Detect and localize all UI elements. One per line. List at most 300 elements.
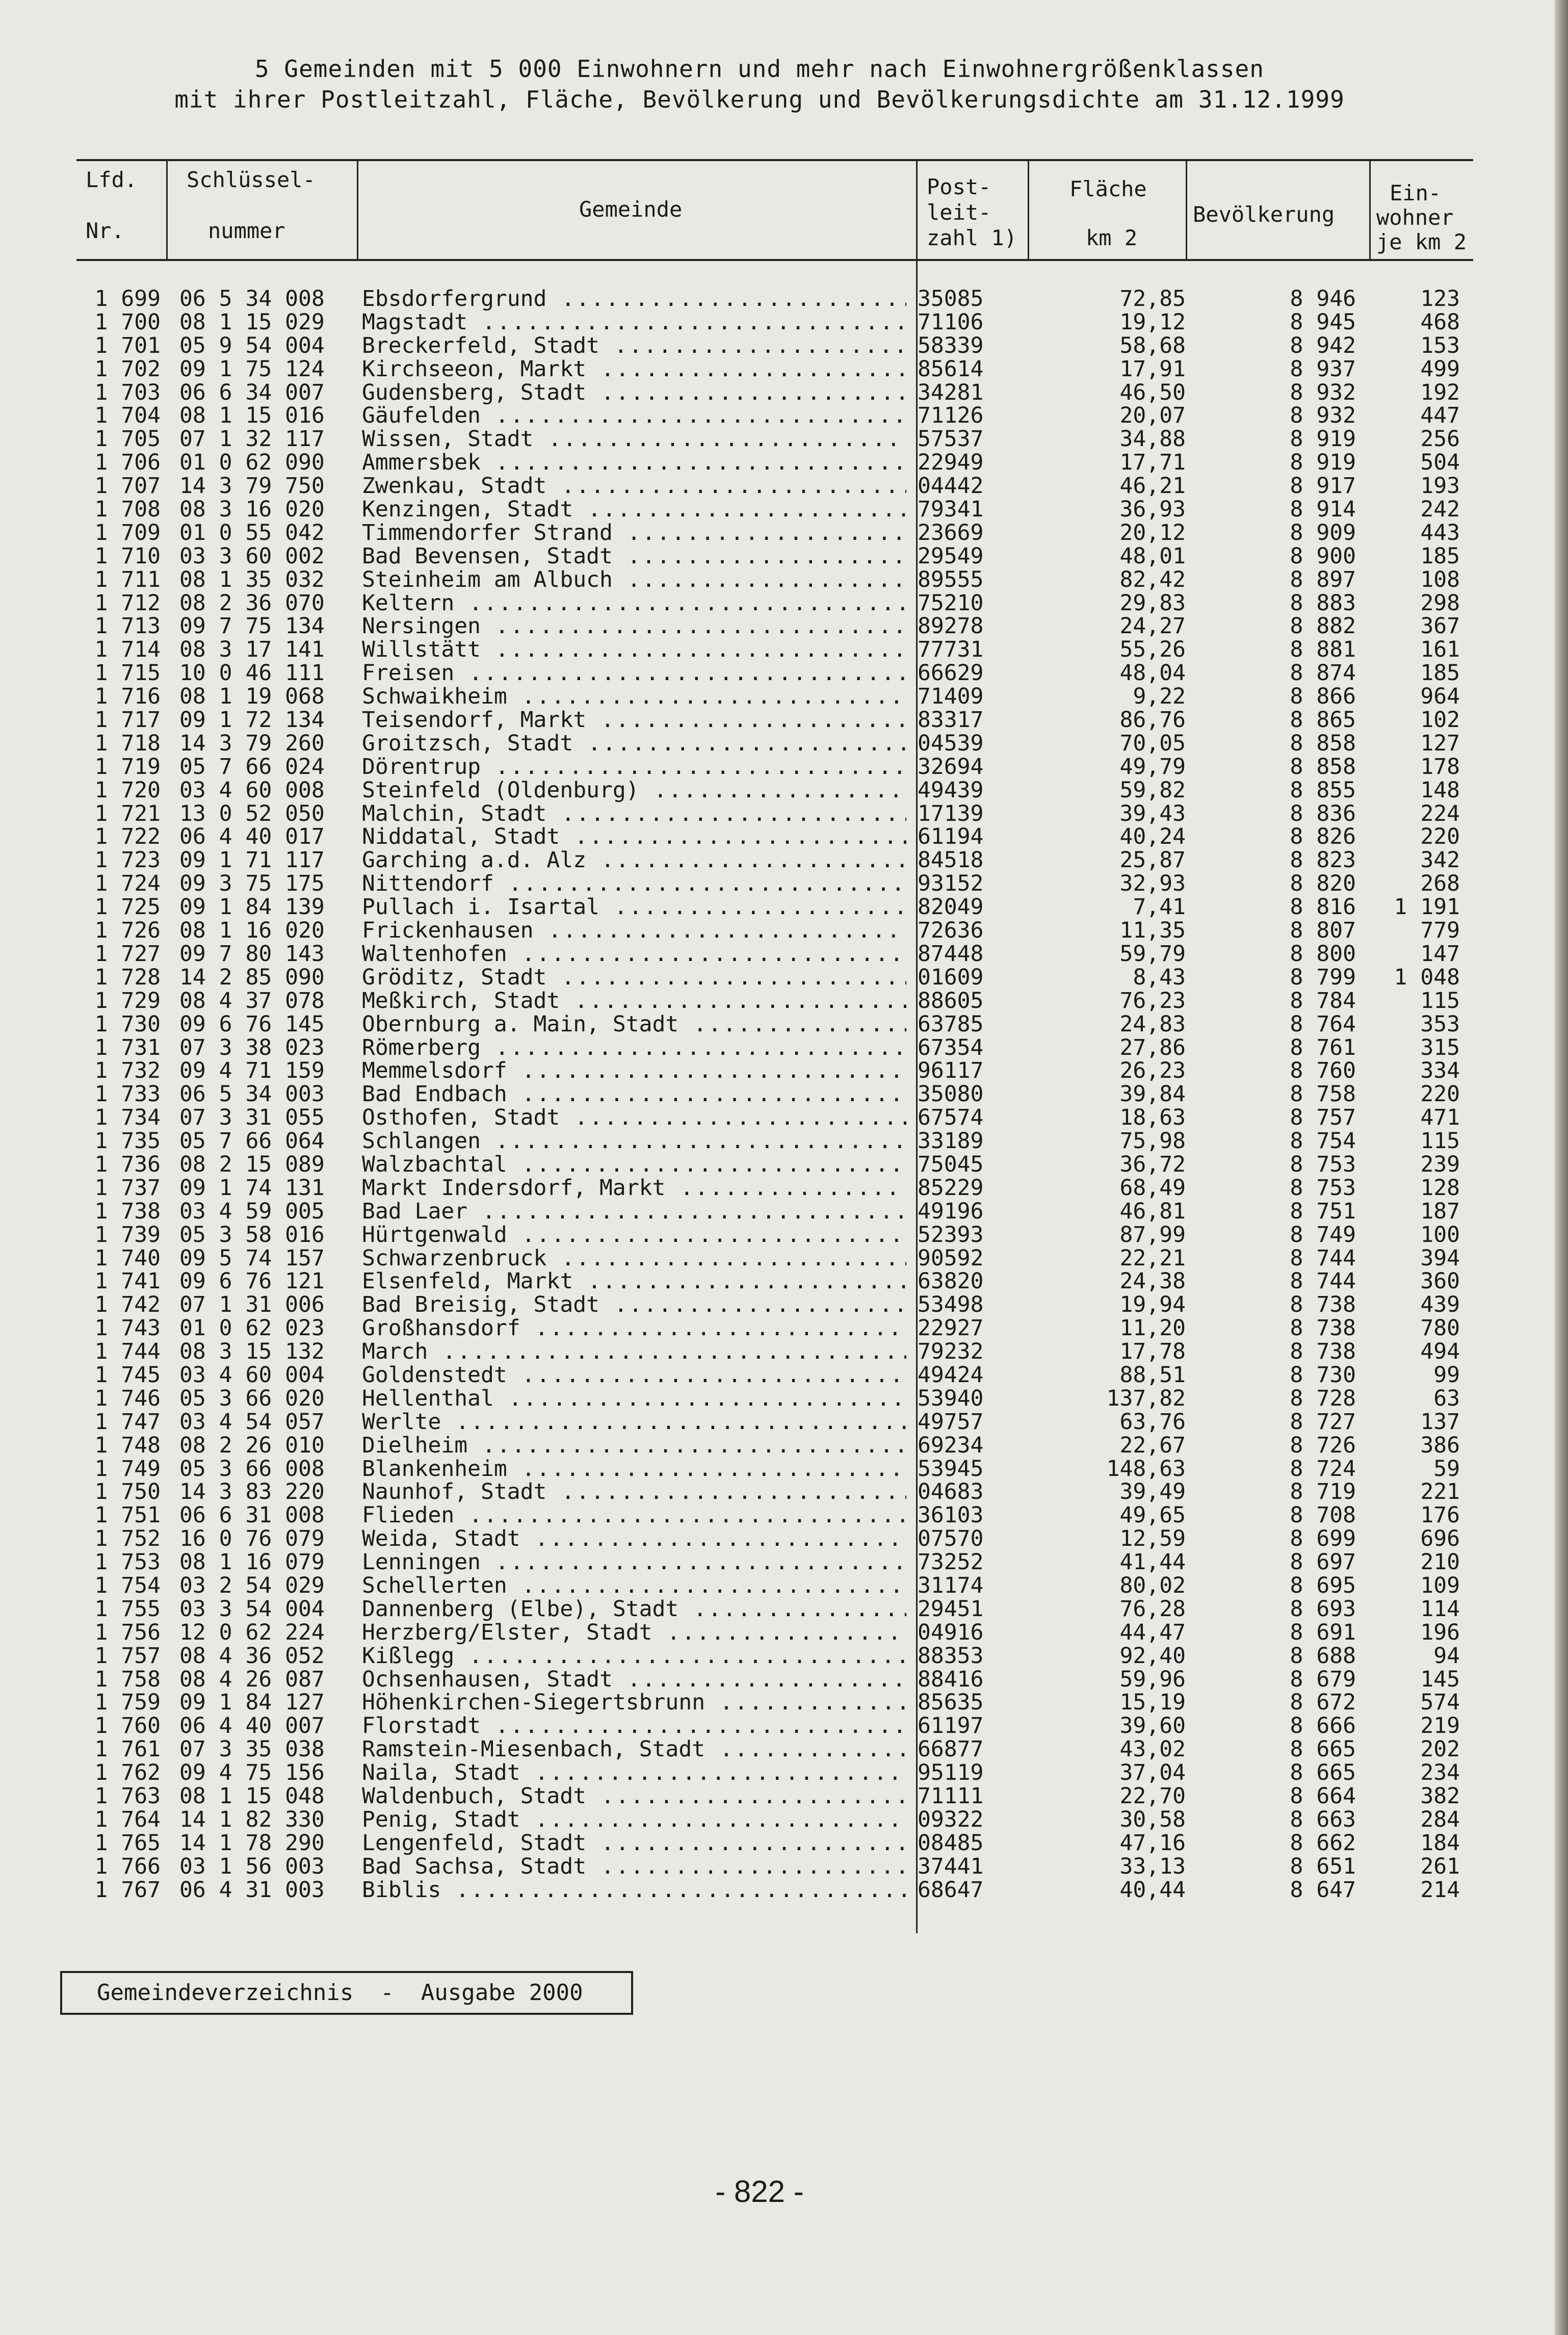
row-key-number: 16 0 76 079 — [179, 1526, 325, 1552]
row-number: 1 767 — [94, 1877, 161, 1903]
row-municipality-name: Ramstein-Miesenbach, Stadt ..... — [362, 1738, 906, 1761]
row-number: 1 749 — [94, 1456, 161, 1482]
row-number: 1 741 — [94, 1268, 161, 1294]
table-row — [0, 802, 1529, 826]
row-area: 22,70 — [1119, 1783, 1186, 1809]
table-row — [0, 1247, 1529, 1270]
row-postal-code: 31174 — [918, 1572, 984, 1598]
row-population: 8 738 — [1290, 1339, 1356, 1365]
row-number: 1 730 — [94, 1011, 161, 1037]
row-density: 202 — [1420, 1736, 1460, 1762]
row-population: 8 662 — [1290, 1830, 1356, 1856]
row-number: 1 735 — [94, 1128, 161, 1154]
row-key-number: 09 7 75 134 — [179, 613, 325, 639]
row-density: 123 — [1420, 286, 1460, 312]
row-area: 40,44 — [1119, 1877, 1186, 1903]
table-row — [0, 1738, 1529, 1761]
row-number: 1 733 — [94, 1081, 161, 1107]
table-row — [0, 849, 1529, 872]
table-row — [0, 732, 1529, 756]
row-postal-code: 69234 — [918, 1432, 984, 1458]
row-number: 1 757 — [94, 1643, 161, 1669]
row-density: 494 — [1420, 1339, 1460, 1365]
row-area: 36,72 — [1119, 1151, 1186, 1177]
row-density: 284 — [1420, 1806, 1460, 1832]
row-key-number: 08 1 19 068 — [179, 684, 325, 710]
row-municipality-name: Goldenstedt ..... — [362, 1364, 906, 1387]
row-density: 382 — [1420, 1783, 1460, 1809]
table-row — [0, 1808, 1529, 1832]
row-municipality-name: Flieden ..... — [362, 1504, 906, 1527]
row-number: 1 699 — [94, 286, 161, 312]
row-number: 1 729 — [94, 988, 161, 1014]
row-density: 242 — [1420, 497, 1460, 523]
row-population: 8 945 — [1290, 309, 1356, 335]
row-area: 24,83 — [1119, 1011, 1186, 1037]
row-municipality-name: Gröditz, Stadt ..... — [362, 966, 906, 990]
table-row — [0, 358, 1529, 381]
row-number: 1 732 — [94, 1058, 161, 1084]
row-population: 8 917 — [1290, 473, 1356, 499]
row-postal-code: 07570 — [918, 1526, 984, 1552]
row-municipality-name: Steinfeld (Oldenburg) ..... — [362, 779, 906, 802]
row-number: 1 713 — [94, 613, 161, 639]
table-row — [0, 779, 1529, 802]
row-population: 8 919 — [1290, 426, 1356, 452]
row-key-number: 01 0 62 090 — [179, 450, 325, 476]
row-number: 1 728 — [94, 964, 161, 990]
row-population: 8 882 — [1290, 613, 1356, 639]
row-municipality-name: Groitzsch, Stadt ..... — [362, 732, 906, 756]
row-density: 102 — [1420, 707, 1460, 733]
row-area: 20,12 — [1119, 520, 1186, 546]
row-municipality-name: Bad Bevensen, Stadt ..... — [362, 545, 906, 568]
row-municipality-name: Breckerfeld, Stadt ..... — [362, 334, 906, 358]
row-density: 499 — [1420, 356, 1460, 382]
row-population: 8 855 — [1290, 777, 1356, 803]
header-postleitzahl-3: zahl 1) — [927, 225, 1017, 250]
row-density: 178 — [1420, 754, 1460, 780]
row-area: 8,43 — [1133, 964, 1186, 990]
row-area: 92,40 — [1119, 1643, 1186, 1669]
row-area: 43,02 — [1119, 1736, 1186, 1762]
row-key-number: 08 3 16 020 — [179, 497, 325, 523]
row-key-number: 09 1 71 117 — [179, 847, 325, 873]
row-population: 8 672 — [1290, 1690, 1356, 1716]
table-row — [0, 990, 1529, 1013]
row-area: 49,65 — [1119, 1502, 1186, 1528]
row-postal-code: 82049 — [918, 894, 984, 920]
row-postal-code: 23669 — [918, 520, 984, 546]
row-key-number: 06 5 34 003 — [179, 1081, 325, 1107]
row-municipality-name: Biblis ..... — [362, 1879, 906, 1902]
table-row — [0, 311, 1529, 334]
row-area: 58,68 — [1119, 332, 1186, 358]
header-flaeche-unit: km 2 — [1086, 225, 1138, 250]
row-key-number: 03 4 59 005 — [179, 1198, 325, 1224]
row-municipality-name: Naunhof, Stadt ..... — [362, 1481, 906, 1504]
table-row — [0, 685, 1529, 709]
row-area: 46,21 — [1119, 473, 1186, 499]
row-density: 574 — [1420, 1690, 1460, 1716]
row-key-number: 05 3 58 016 — [179, 1222, 325, 1248]
row-postal-code: 53945 — [918, 1456, 984, 1482]
row-key-number: 06 4 40 017 — [179, 824, 325, 850]
row-density: 471 — [1420, 1105, 1460, 1131]
table-row — [0, 1106, 1529, 1130]
row-key-number: 07 3 35 038 — [179, 1736, 325, 1762]
row-area: 17,91 — [1119, 356, 1186, 382]
row-density: 315 — [1420, 1034, 1460, 1060]
row-density: 185 — [1420, 660, 1460, 686]
row-postal-code: 83317 — [918, 707, 984, 733]
header-nummer: nummer — [208, 218, 285, 243]
table-row — [0, 1293, 1529, 1317]
table-row — [0, 1832, 1529, 1855]
row-key-number: 03 4 60 008 — [179, 777, 325, 803]
row-number: 1 709 — [94, 520, 161, 546]
row-population: 8 691 — [1290, 1619, 1356, 1645]
row-key-number: 03 4 60 004 — [179, 1362, 325, 1388]
row-municipality-name: Elsenfeld, Markt ..... — [362, 1270, 906, 1293]
header-einwohner-3: je km 2 — [1376, 229, 1467, 254]
table-row — [0, 756, 1529, 779]
row-postal-code: 49196 — [918, 1198, 984, 1224]
row-area: 24,27 — [1119, 613, 1186, 639]
table-row — [0, 709, 1529, 732]
row-population: 8 665 — [1290, 1760, 1356, 1786]
row-key-number: 08 1 15 048 — [179, 1783, 325, 1809]
row-municipality-name: Weida, Stadt ..... — [362, 1527, 906, 1551]
row-municipality-name: Penig, Stadt ..... — [362, 1808, 906, 1832]
table-row — [0, 615, 1529, 638]
row-area: 63,76 — [1119, 1409, 1186, 1435]
table-row — [0, 1645, 1529, 1668]
table-row — [0, 825, 1529, 849]
row-density: 109 — [1420, 1572, 1460, 1598]
table-row — [0, 1551, 1529, 1574]
row-number: 1 720 — [94, 777, 161, 803]
table-row — [0, 1317, 1529, 1340]
row-postal-code: 67574 — [918, 1105, 984, 1131]
row-key-number: 09 1 72 134 — [179, 707, 325, 733]
row-area: 22,67 — [1119, 1432, 1186, 1458]
row-population: 8 799 — [1290, 964, 1356, 990]
row-postal-code: 75045 — [918, 1151, 984, 1177]
row-population: 8 897 — [1290, 566, 1356, 592]
page-number: - 822 - — [715, 2174, 804, 2209]
row-key-number: 08 1 15 016 — [179, 403, 325, 429]
row-population: 8 738 — [1290, 1315, 1356, 1341]
table-row — [0, 872, 1529, 896]
row-municipality-name: Waltenhofen ..... — [362, 943, 906, 966]
row-key-number: 08 2 15 089 — [179, 1151, 325, 1177]
header-schluessel: Schlüssel- — [187, 167, 316, 192]
row-population: 8 751 — [1290, 1198, 1356, 1224]
row-population: 8 858 — [1290, 754, 1356, 780]
row-population: 8 919 — [1290, 450, 1356, 476]
row-postal-code: 33189 — [918, 1128, 984, 1154]
row-municipality-name: Ochsenhausen, Stadt ..... — [362, 1668, 906, 1692]
row-key-number: 14 1 82 330 — [179, 1806, 325, 1832]
row-number: 1 766 — [94, 1853, 161, 1879]
row-number: 1 764 — [94, 1806, 161, 1832]
row-population: 8 699 — [1290, 1526, 1356, 1552]
row-population: 8 744 — [1290, 1268, 1356, 1294]
row-density: 193 — [1420, 473, 1460, 499]
row-postal-code: 57537 — [918, 426, 984, 452]
row-postal-code: 49439 — [918, 777, 984, 803]
row-population: 8 727 — [1290, 1409, 1356, 1435]
row-key-number: 09 1 84 127 — [179, 1690, 325, 1716]
row-key-number: 14 3 79 260 — [179, 730, 325, 756]
row-municipality-name: Hürtgenwald ..... — [362, 1224, 906, 1247]
row-area: 26,23 — [1119, 1058, 1186, 1084]
row-postal-code: 53498 — [918, 1292, 984, 1318]
row-postal-code: 88605 — [918, 988, 984, 1014]
row-population: 8 914 — [1290, 497, 1356, 523]
page-title-line-1: 5 Gemeinden mit 5 000 Einwohnern und mehr nach Einwohnergrößenklassen — [255, 55, 1264, 83]
row-key-number: 08 4 26 087 — [179, 1666, 325, 1692]
row-density: 192 — [1420, 379, 1460, 405]
row-population: 8 900 — [1290, 543, 1356, 569]
row-area: 19,94 — [1119, 1292, 1186, 1318]
table-row — [0, 1434, 1529, 1458]
row-number: 1 731 — [94, 1034, 161, 1060]
row-population: 8 946 — [1290, 286, 1356, 312]
table-row — [0, 1083, 1529, 1106]
row-number: 1 765 — [94, 1830, 161, 1856]
table-row — [0, 1387, 1529, 1411]
row-population: 8 730 — [1290, 1362, 1356, 1388]
table-row — [0, 1715, 1529, 1738]
header-einwohner-2: wohner — [1376, 205, 1454, 230]
row-postal-code: 49424 — [918, 1362, 984, 1388]
header-nr: Nr. — [86, 218, 124, 243]
page-title-line-2: mit ihrer Postleitzahl, Fläche, Bevölkerung und Bevölkerungsdichte am 31.12.1999 — [174, 86, 1345, 113]
row-municipality-name: Timmendorfer Strand ..... — [362, 522, 906, 545]
row-municipality-name: Garching a.d. Alz ..... — [362, 849, 906, 872]
row-population: 8 823 — [1290, 847, 1356, 873]
row-postal-code: 36103 — [918, 1502, 984, 1528]
row-municipality-name: Nersingen ..... — [362, 615, 906, 638]
table-row — [0, 404, 1529, 428]
table-row — [0, 1761, 1529, 1785]
row-municipality-name: Lengenfeld, Stadt ..... — [362, 1832, 906, 1855]
row-area: 11,20 — [1119, 1315, 1186, 1341]
table-row — [0, 1481, 1529, 1504]
row-number: 1 710 — [94, 543, 161, 569]
row-number: 1 714 — [94, 637, 161, 663]
row-postal-code: 71111 — [918, 1783, 984, 1809]
row-density: 239 — [1420, 1151, 1460, 1177]
row-density: 780 — [1420, 1315, 1460, 1341]
row-density: 224 — [1420, 800, 1460, 826]
row-postal-code: 61197 — [918, 1713, 984, 1739]
row-number: 1 753 — [94, 1549, 161, 1575]
row-postal-code: 67354 — [918, 1034, 984, 1060]
row-municipality-name: Dielheim ..... — [362, 1434, 906, 1458]
row-postal-code: 29549 — [918, 543, 984, 569]
table-row — [0, 334, 1529, 358]
row-density: 128 — [1420, 1175, 1460, 1201]
table-row — [0, 966, 1529, 990]
header-postleitzahl-1: Post- — [927, 174, 991, 199]
row-postal-code: 72636 — [918, 918, 984, 944]
table-row — [0, 428, 1529, 451]
row-number: 1 751 — [94, 1502, 161, 1528]
row-number: 1 750 — [94, 1479, 161, 1505]
row-number: 1 715 — [94, 660, 161, 686]
row-area: 32,93 — [1119, 871, 1186, 897]
header-divider-5 — [1186, 159, 1187, 259]
row-postal-code: 95119 — [918, 1760, 984, 1786]
row-key-number: 05 7 66 024 — [179, 754, 325, 780]
row-area: 41,44 — [1119, 1549, 1186, 1575]
row-key-number: 08 1 15 029 — [179, 309, 325, 335]
row-key-number: 01 0 62 023 — [179, 1315, 325, 1341]
row-number: 1 747 — [94, 1409, 161, 1435]
row-area: 39,43 — [1119, 800, 1186, 826]
row-number: 1 754 — [94, 1572, 161, 1598]
row-population: 8 665 — [1290, 1736, 1356, 1762]
row-number: 1 738 — [94, 1198, 161, 1224]
row-municipality-name: Bad Breisig, Stadt ..... — [362, 1293, 906, 1317]
row-population: 8 820 — [1290, 871, 1356, 897]
row-municipality-name: Memmelsdorf ..... — [362, 1059, 906, 1083]
row-municipality-name: Blankenheim ..... — [362, 1458, 906, 1481]
row-number: 1 719 — [94, 754, 161, 780]
row-area: 70,05 — [1119, 730, 1186, 756]
row-number: 1 759 — [94, 1690, 161, 1716]
row-population: 8 744 — [1290, 1245, 1356, 1271]
table-row — [0, 1598, 1529, 1621]
row-density: 221 — [1420, 1479, 1460, 1505]
row-municipality-name: Höhenkirchen-Siegertsbrunn ..... — [362, 1691, 906, 1715]
row-density: 148 — [1420, 777, 1460, 803]
row-postal-code: 01609 — [918, 964, 984, 990]
row-density: 394 — [1420, 1245, 1460, 1271]
table-row — [0, 638, 1529, 662]
row-key-number: 14 2 85 090 — [179, 964, 325, 990]
row-area: 20,07 — [1119, 403, 1186, 429]
row-key-number: 06 6 31 008 — [179, 1502, 325, 1528]
row-number: 1 717 — [94, 707, 161, 733]
row-key-number: 08 2 36 070 — [179, 590, 325, 616]
row-area: 7,41 — [1133, 894, 1186, 920]
row-population: 8 753 — [1290, 1151, 1356, 1177]
row-number: 1 702 — [94, 356, 161, 382]
row-population: 8 909 — [1290, 520, 1356, 546]
row-key-number: 07 1 31 006 — [179, 1292, 325, 1318]
row-density: 147 — [1420, 941, 1460, 967]
row-postal-code: 68647 — [918, 1877, 984, 1903]
row-density: 214 — [1420, 1877, 1460, 1903]
row-postal-code: 90592 — [918, 1245, 984, 1271]
row-key-number: 06 4 40 007 — [179, 1713, 325, 1739]
row-key-number: 05 3 66 020 — [179, 1385, 325, 1411]
row-postal-code: 89555 — [918, 566, 984, 592]
row-municipality-name: Waldenbuch, Stadt ..... — [362, 1785, 906, 1808]
row-key-number: 09 7 80 143 — [179, 941, 325, 967]
row-area: 148,63 — [1106, 1456, 1186, 1482]
row-area: 68,49 — [1119, 1175, 1186, 1201]
row-postal-code: 71409 — [918, 684, 984, 710]
row-municipality-name: Osthofen, Stadt ..... — [362, 1106, 906, 1130]
header-bottom-rule — [76, 259, 1473, 261]
row-number: 1 704 — [94, 403, 161, 429]
row-postal-code: 09322 — [918, 1806, 984, 1832]
row-density: 59 — [1433, 1456, 1460, 1482]
row-population: 8 881 — [1290, 637, 1356, 663]
table-row — [0, 545, 1529, 568]
row-municipality-name: Bad Laer ..... — [362, 1200, 906, 1224]
table-row — [0, 1059, 1529, 1083]
table-row — [0, 1270, 1529, 1293]
row-postal-code: 52393 — [918, 1222, 984, 1248]
row-postal-code: 96117 — [918, 1058, 984, 1084]
table-row — [0, 592, 1529, 615]
row-area: 75,98 — [1119, 1128, 1186, 1154]
row-density: 261 — [1420, 1853, 1460, 1879]
row-municipality-name: Freisen ..... — [362, 662, 906, 685]
row-population: 8 942 — [1290, 332, 1356, 358]
row-municipality-name: Lenningen ..... — [362, 1551, 906, 1574]
row-key-number: 08 1 35 032 — [179, 566, 325, 592]
row-population: 8 826 — [1290, 824, 1356, 850]
row-number: 1 712 — [94, 590, 161, 616]
row-density: 196 — [1420, 1619, 1460, 1645]
row-number: 1 762 — [94, 1760, 161, 1786]
row-postal-code: 61194 — [918, 824, 984, 850]
row-density: 447 — [1420, 403, 1460, 429]
row-number: 1 718 — [94, 730, 161, 756]
row-density: 108 — [1420, 566, 1460, 592]
row-number: 1 725 — [94, 894, 161, 920]
header-lfd: Lfd. — [86, 167, 138, 192]
row-population: 8 858 — [1290, 730, 1356, 756]
row-density: 153 — [1420, 332, 1460, 358]
row-area: 39,49 — [1119, 1479, 1186, 1505]
row-postal-code: 49757 — [918, 1409, 984, 1435]
table-row — [0, 662, 1529, 685]
row-density: 220 — [1420, 1081, 1460, 1107]
row-key-number: 03 4 54 057 — [179, 1409, 325, 1435]
row-postal-code: 32694 — [918, 754, 984, 780]
row-number: 1 739 — [94, 1222, 161, 1248]
row-area: 80,02 — [1119, 1572, 1186, 1598]
row-key-number: 09 4 71 159 — [179, 1058, 325, 1084]
row-postal-code: 71126 — [918, 403, 984, 429]
row-municipality-name: Bad Endbach ..... — [362, 1083, 906, 1106]
row-population: 8 757 — [1290, 1105, 1356, 1131]
row-population: 8 865 — [1290, 707, 1356, 733]
row-postal-code: 85614 — [918, 356, 984, 382]
row-postal-code: 35085 — [918, 286, 984, 312]
row-density: 187 — [1420, 1198, 1460, 1224]
row-density: 443 — [1420, 520, 1460, 546]
table-row — [0, 1527, 1529, 1551]
table-row — [0, 919, 1529, 943]
row-density: 185 — [1420, 543, 1460, 569]
row-municipality-name: Malchin, Stadt ..... — [362, 802, 906, 826]
row-area: 88,51 — [1119, 1362, 1186, 1388]
row-key-number: 07 3 38 023 — [179, 1034, 325, 1060]
row-municipality-name: Frickenhausen ..... — [362, 919, 906, 943]
row-municipality-name: Schlangen ..... — [362, 1130, 906, 1153]
row-number: 1 746 — [94, 1385, 161, 1411]
row-area: 137,82 — [1106, 1385, 1186, 1411]
